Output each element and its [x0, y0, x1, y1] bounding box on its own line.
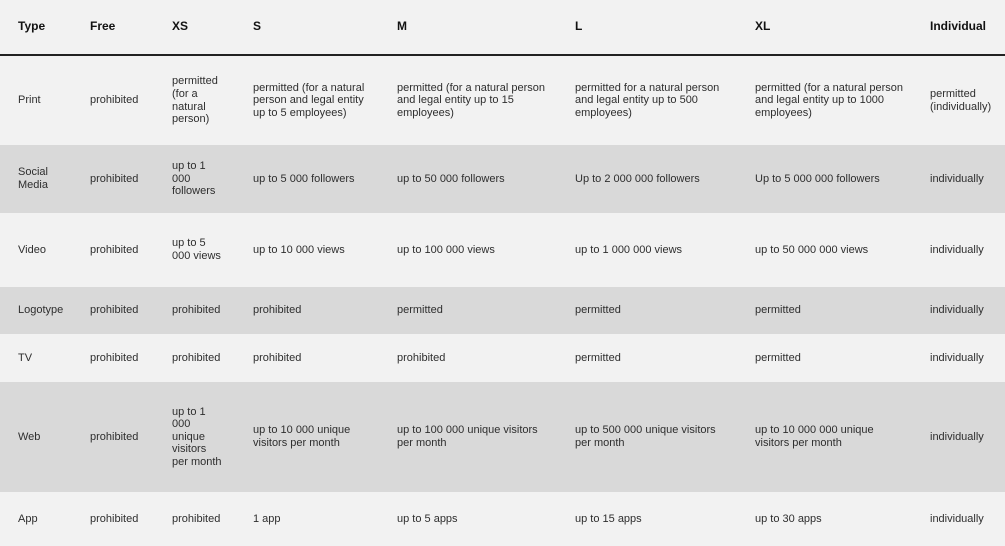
cell-l: up to 500 000 unique visitors per month: [575, 382, 755, 492]
table-row-social-media: [0, 145, 1005, 213]
cell-free: prohibited: [90, 512, 139, 525]
header-cell-free: Free: [90, 0, 172, 55]
cell-type: Social Media: [0, 145, 90, 213]
header-cell-xl: XL: [755, 0, 930, 55]
header-row: [0, 0, 1005, 55]
cell-individual: individually: [930, 382, 1005, 492]
cell-individual: individually: [930, 512, 984, 525]
cell-xl: up to 30 apps: [755, 512, 822, 525]
cell-xs: up to 1 000 followers: [172, 145, 253, 213]
table-body: [0, 55, 1005, 546]
cell-xl: permitted: [755, 287, 930, 334]
cell-m: prohibited: [397, 351, 446, 364]
cell-free: prohibited: [90, 382, 172, 492]
cell-xs: prohibited: [172, 512, 221, 525]
header-cell-type: Type: [0, 0, 90, 55]
table-row-app: [0, 492, 1005, 546]
cell-free: prohibited: [90, 351, 139, 364]
cell-l: permitted for a natural person and legal entity up to 500 employees): [575, 81, 720, 119]
cell-xl: permitted: [755, 351, 801, 364]
cell-m: up to 100 000 views: [397, 243, 495, 256]
cell-free: prohibited: [90, 287, 172, 334]
header-cell-individual: Individual: [930, 0, 1005, 55]
cell-free: prohibited: [90, 145, 172, 213]
cell-l: permitted: [575, 351, 621, 364]
cell-l: up to 15 apps: [575, 512, 642, 525]
cell-individual: permitted (individually): [930, 87, 992, 113]
cell-s: up to 10 000 unique visitors per month: [253, 382, 397, 492]
cell-m: permitted (for a natural person and legal entity up to 15 employees): [397, 81, 545, 119]
table-row-video: [0, 213, 1005, 287]
cell-s: up to 5 000 followers: [253, 145, 397, 213]
cell-xs: up to 1 000 unique visitors per month: [172, 382, 253, 492]
cell-individual: individually: [930, 145, 1005, 213]
cell-type: Web: [0, 382, 90, 492]
cell-s: prohibited: [253, 351, 302, 364]
header-cell-xs: XS: [172, 0, 253, 55]
table-row-print: [0, 55, 1005, 145]
table-row-logotype: [0, 287, 1005, 334]
cell-free: prohibited: [90, 94, 139, 107]
cell-m: up to 50 000 followers: [397, 145, 575, 213]
cell-l: permitted: [575, 287, 755, 334]
header-cell-l: L: [575, 0, 755, 55]
cell-xl: up to 50 000 000 views: [755, 243, 869, 256]
cell-xl: permitted (for a natural person and legal entity up to 1000 employees): [755, 81, 903, 119]
table-row-tv: [0, 334, 1005, 382]
cell-type: Logotype: [0, 287, 90, 334]
cell-s: permitted (for a natural person and legal entity up to 5 employees): [253, 81, 365, 119]
cell-individual: individually: [930, 287, 1005, 334]
table-row-web: [0, 382, 1005, 492]
cell-type: App: [18, 512, 38, 525]
cell-xl: up to 10 000 000 unique visitors per month: [755, 382, 930, 492]
cell-s: prohibited: [253, 287, 397, 334]
header-cell-s: S: [253, 0, 397, 55]
cell-s: up to 10 000 views: [253, 243, 345, 256]
cell-m: up to 5 apps: [397, 512, 458, 525]
cell-l: up to 1 000 000 views: [575, 243, 683, 256]
cell-xs: prohibited: [172, 287, 253, 334]
cell-xl: Up to 5 000 000 followers: [755, 145, 930, 213]
cell-individual: individually: [930, 243, 984, 256]
cell-type: Video: [18, 243, 46, 256]
header-cell-m: M: [397, 0, 575, 55]
cell-type: Print: [18, 94, 41, 107]
cell-xs: up to 5 000 views: [172, 237, 221, 262]
cell-m: up to 100 000 unique visitors per month: [397, 382, 575, 492]
cell-m: permitted: [397, 287, 575, 334]
cell-type: TV: [18, 351, 33, 364]
cell-individual: individually: [930, 351, 984, 364]
cell-s: 1 app: [253, 512, 281, 525]
cell-xs: prohibited: [172, 351, 221, 364]
cell-l: Up to 2 000 000 followers: [575, 145, 755, 213]
cell-free: prohibited: [90, 243, 139, 256]
cell-xs: permitted (for a natural person): [172, 75, 218, 126]
